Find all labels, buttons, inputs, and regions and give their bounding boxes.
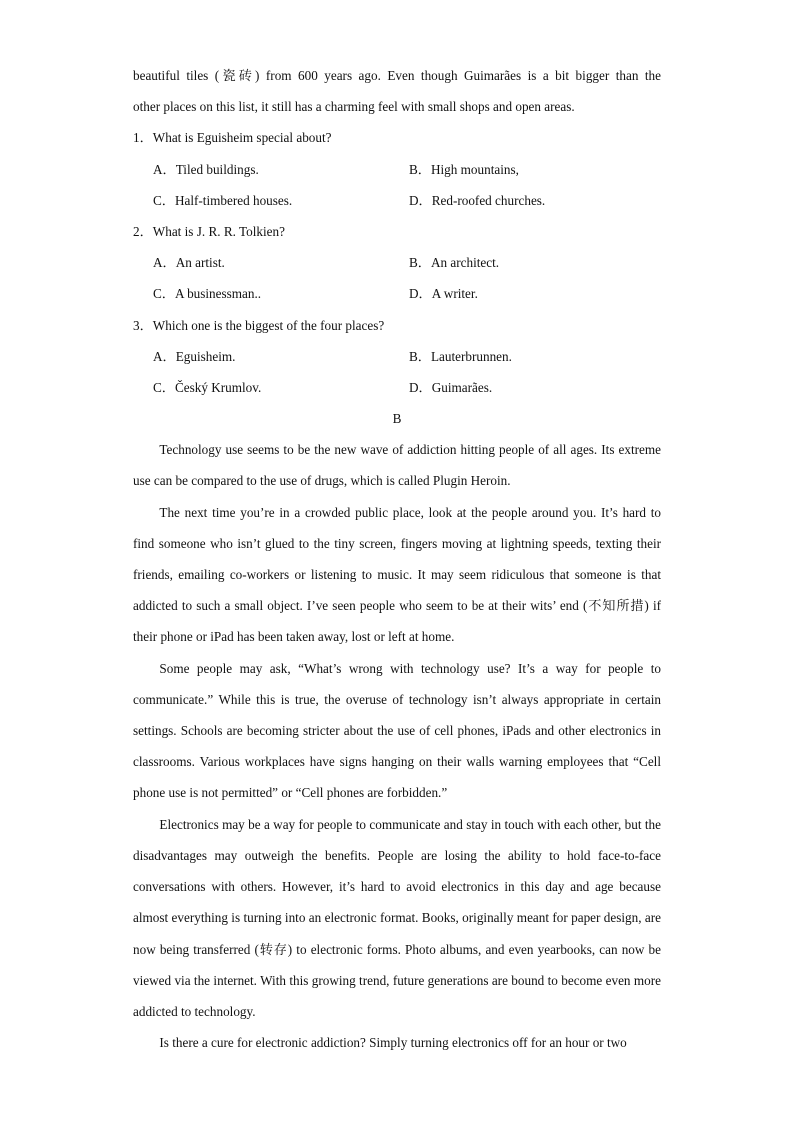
paragraph-3: Some people may ask, “What’s wrong with technology use? It’s a way for people to communicate.” While this is true, the overuse of technology isn’t always appropriate in certain settings. Schools are becoming stricter about the use of cell phones, iPads and other electronics in classrooms. Various workplaces have signs hanging on their walls warning employees that “Cell phone use is not permitted” or “Cell phones are forbidden.” [133, 660, 661, 801]
option-c[interactable]: C．A businessman.. [153, 286, 262, 302]
option-a[interactable]: A．Eguisheim. [153, 348, 236, 364]
question-3 [133, 310, 661, 404]
text-line: beautiful tiles (瓷砖) from 600 years ago. Even though Guimarães is a bit bigger than the [133, 68, 661, 83]
paragraph-2: The next time you’re in a crowded public place, look at the people around you. It’s hard to find someone who isn’t glued to the tiny screen, fingers moving at lightning speeds, texting their friends, emailing co-workers or listening to music. It may seem ridiculous that someone is that addicted to such a small object. I’ve seen people who seem to be at their wits’ end (不知所措) if their phone or iPad has been taken away, lost or left at home. [133, 504, 661, 645]
question-2 [133, 216, 661, 310]
option-b[interactable]: B．High mountains, [409, 161, 519, 177]
answer-options [133, 154, 661, 216]
option-c[interactable]: C．Half-timbered houses. [153, 192, 293, 208]
answer-options [133, 247, 661, 309]
option-c[interactable]: C．Český Krumlov. [153, 379, 262, 395]
section-b-title: B [392, 411, 402, 427]
answer-options [133, 341, 661, 403]
option-b[interactable]: B．An architect. [409, 255, 500, 271]
option-d[interactable]: D．Guimarães. [409, 379, 493, 395]
question-stem: 3．Which one is the biggest of the four places? [133, 317, 385, 333]
option-a[interactable]: A．An artist. [153, 255, 225, 271]
document-page [133, 60, 661, 1058]
paragraph-4: Electronics may be a way for people to communicate and stay in touch with each other, but the disadvantages may outweigh the benefits. People are losing the ability to hold face-to-face conversations with others. However, it’s hard to avoid electronics in this day and age because almost everything is turning into an electronic format. Books, originally meant for paper design, are now being transferred (转存) to electronic forms. Photo albums, and even yearbooks, can now be viewed via the internet. With this growing trend, future generations are bound to become even more addicted to technology. [133, 816, 661, 1019]
passage-a-ending [133, 60, 661, 122]
option-a[interactable]: A．Tiled buildings. [153, 161, 259, 177]
paragraph-5: Is there a cure for electronic addiction? Simply turning electronics off for an hour or two [159, 1035, 627, 1051]
paragraph-1: Technology use seems to be the new wave of addiction hitting people of all ages. Its extreme use can be compared to the use of drugs, which is called Plugin Heroin. [133, 442, 661, 489]
question-1 [133, 122, 661, 216]
question-stem: 1．What is Eguisheim special about? [133, 130, 332, 146]
option-b[interactable]: B．Lauterbrunnen. [409, 348, 512, 364]
question-stem: 2．What is J. R. R. Tolkien? [133, 223, 285, 239]
option-d[interactable]: D．Red-roofed churches. [409, 192, 546, 208]
option-d[interactable]: D．A writer. [409, 286, 478, 302]
text-line: other places on this list, it still has a charming feel with small shops and open areas. [133, 99, 575, 115]
